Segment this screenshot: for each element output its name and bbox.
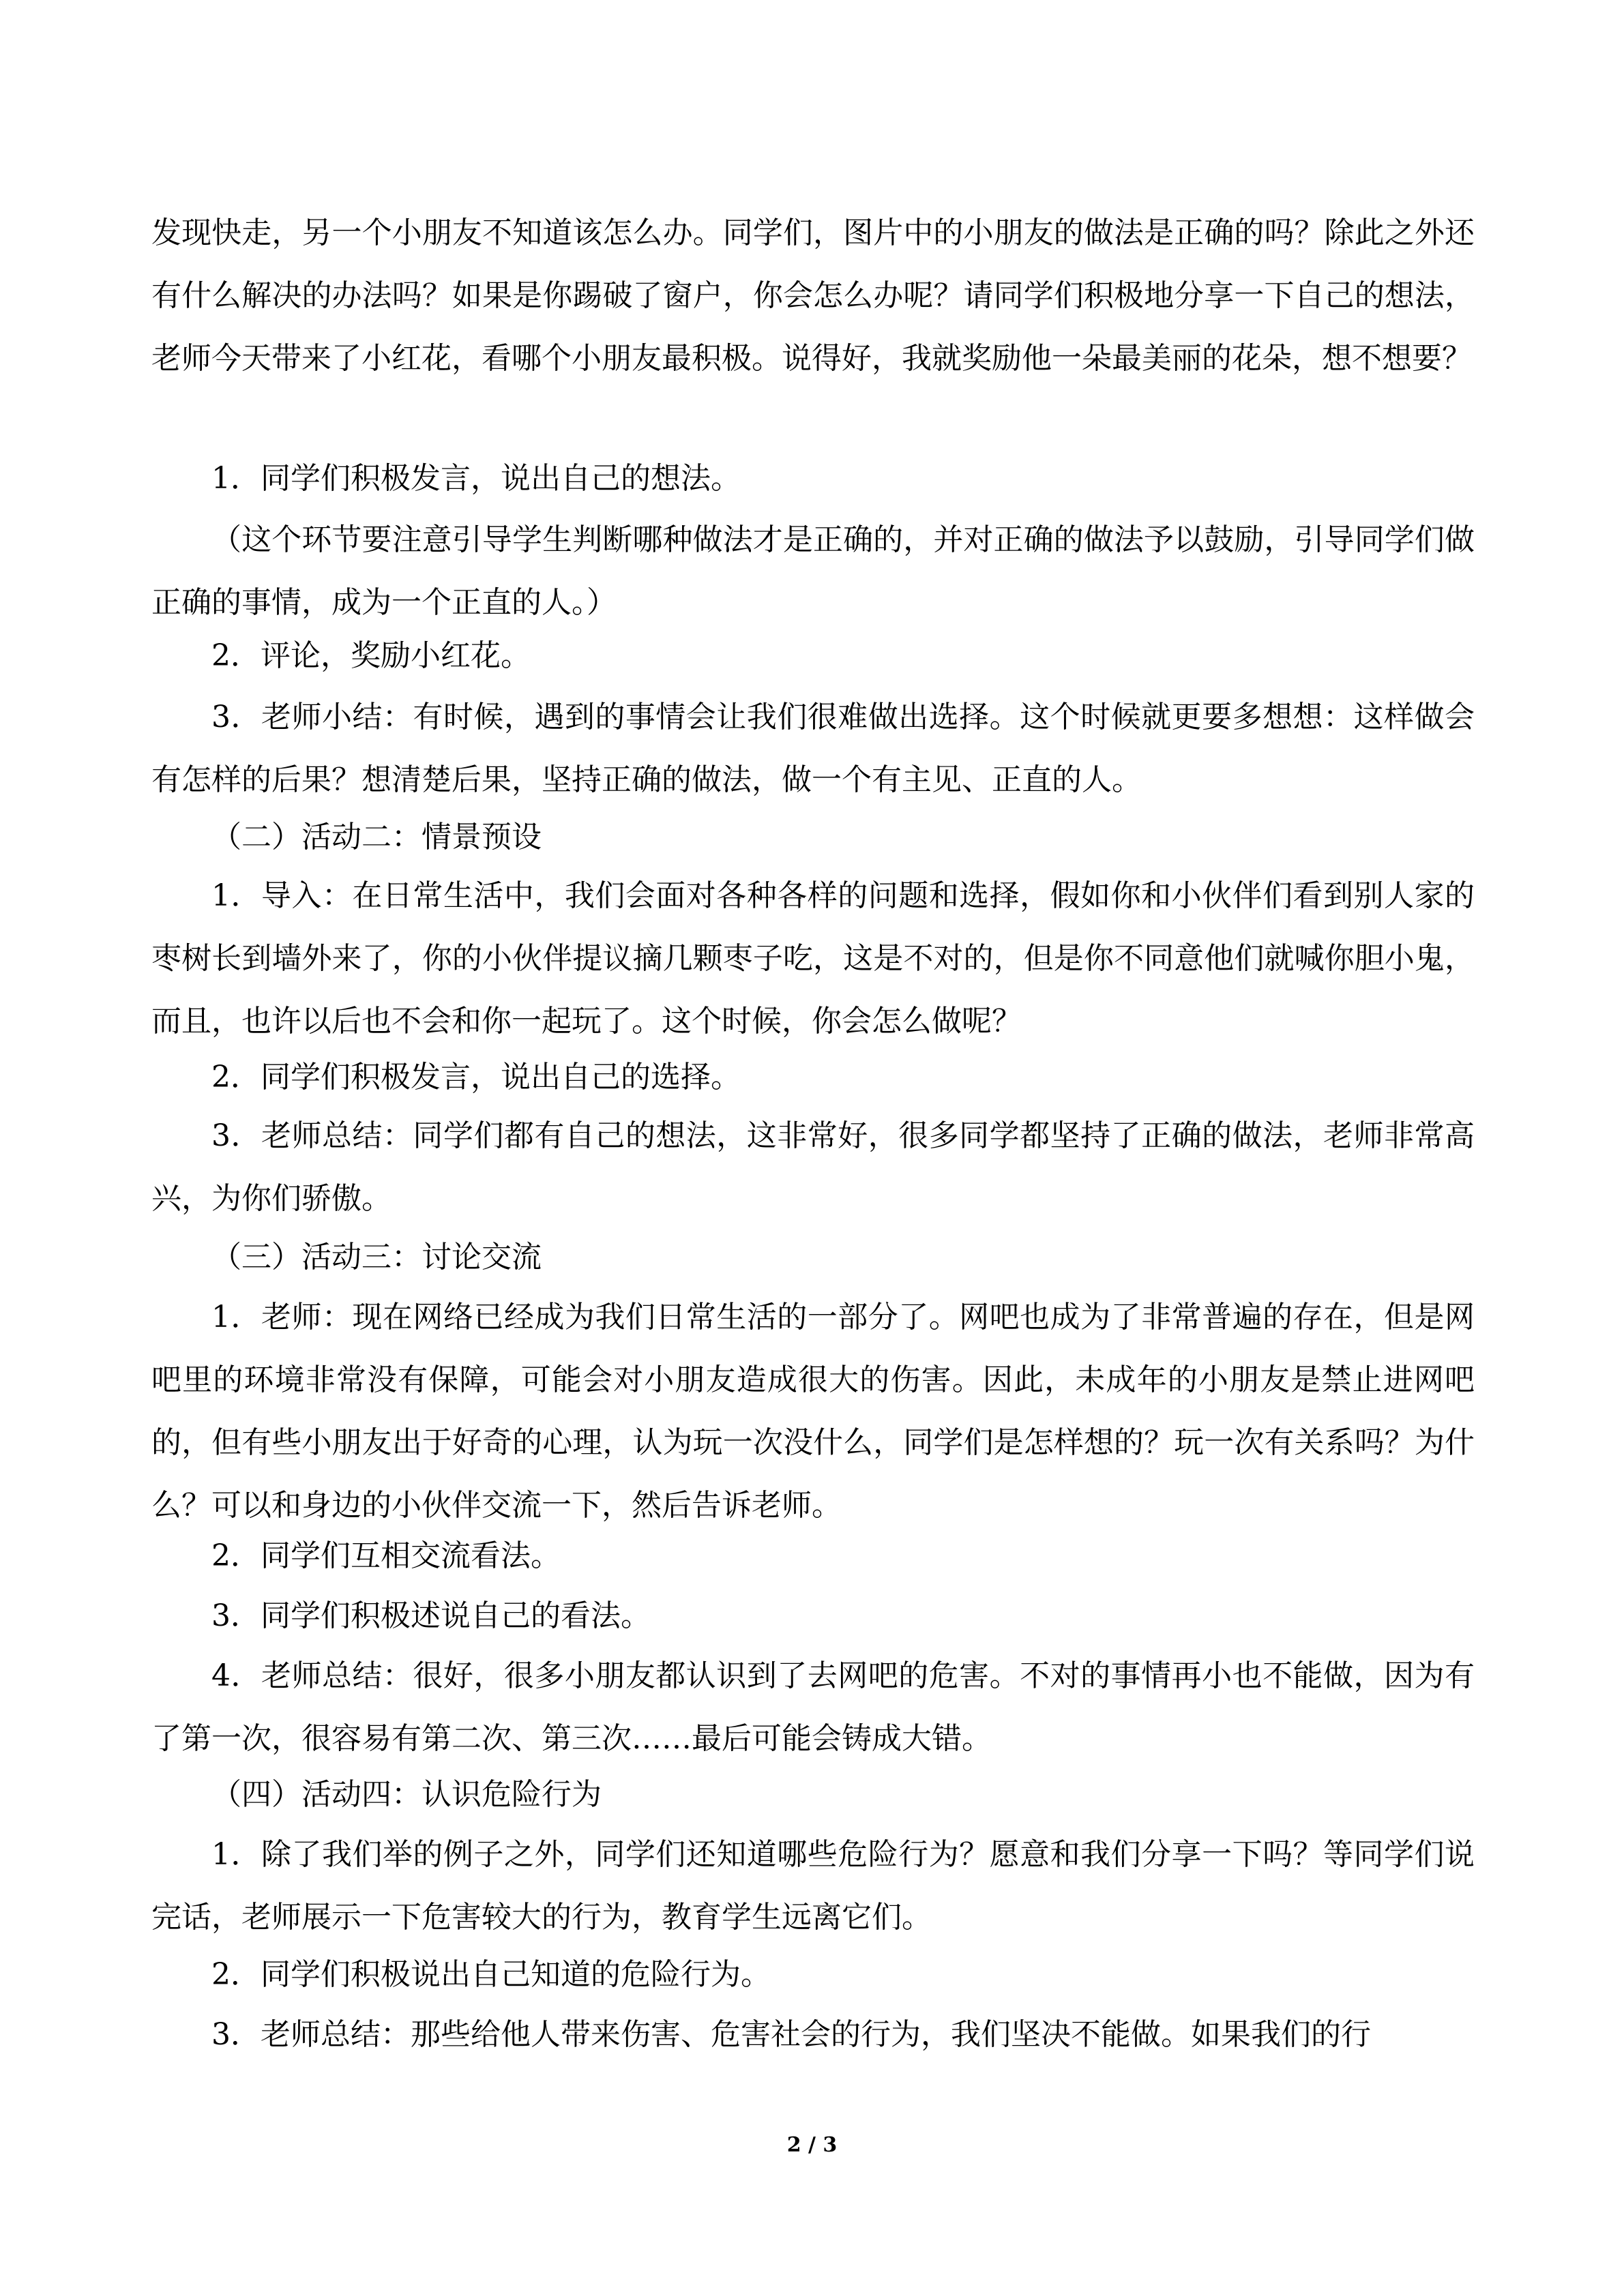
paragraph-item: 3．老师总结：那些给他人带来伤害、危害社会的行为，我们坚决不能做。如果我们的行 [211, 2017, 1371, 2052]
paragraph-item: 2．同学们互相交流看法。 [211, 1538, 561, 1573]
paragraph-item: 4．老师总结：很好，很多小朋友都认识到了去网吧的危害。不对的事情再小也不能做，因为有了第一次，很容易有第二次、第三次……最后可能会铸成大错。 [151, 1658, 1475, 1756]
section-heading: （三）活动三：讨论交流 [211, 1240, 542, 1274]
paragraph-item: 3．老师总结：同学们都有自己的想法，这非常好，很多同学都坚持了正确的做法，老师非常高兴，为你们骄傲。 [151, 1118, 1475, 1216]
section-heading: （四）活动四：认识危险行为 [211, 1777, 602, 1812]
paragraph-item: 1．同学们积极发言，说出自己的想法。 [211, 461, 741, 496]
paragraph-item: 1．老师：现在网络已经成为我们日常生活的一部分了。网吧也成为了非常普遍的存在，但是网吧里的环境非常没有保障，可能会对小朋友造成很大的伤害。因此，未成年的小朋友是禁止进网吧的，但有些小朋友出于好奇的心理，认为玩一次没什么，同学们是怎样想的？玩一次有关系吗？为什么？可以和身边的小伙伴交流一下，然后告诉老师。 [151, 1300, 1475, 1523]
paragraph-item: 2．同学们积极说出自己知道的危险行为。 [211, 1957, 771, 1992]
paragraph-continuation: 发现快走，另一个小朋友不知道该怎么办。同学们，图片中的小朋友的做法是正确的吗？除此之外还有什么解决的办法吗？如果是你踢破了窗户，你会怎么办呢？请同学们积极地分享一下自己的想法，老师今天带来了小红花，看哪个小朋友最积极。说得好，我就奖励他一朵最美丽的花朵，想不想要？ [151, 215, 1475, 376]
paragraph-item: 1．导入：在日常生活中，我们会面对各种各样的问题和选择，假如你和小伙伴们看到别人家的枣树长到墙外来了，你的小伙伴提议摘几颗枣子吃，这是不对的，但是你不同意他们就喊你胆小鬼，而且，也许以后也不会和你一起玩了。这个时候，你会怎么做呢？ [151, 878, 1475, 1039]
paragraph-item: 1．除了我们举的例子之外，同学们还知道哪些危险行为？愿意和我们分享一下吗？等同学们说完话，老师展示一下危害较大的行为，教育学生远离它们。 [151, 1837, 1475, 1935]
paragraph-item: 3．老师小结：有时候，遇到的事情会让我们很难做出选择。这个时候就更要多想想：这样做会有怎样的后果？想清楚后果，坚持正确的做法，做一个有主见、正直的人。 [151, 700, 1475, 797]
page-number: 2 / 3 [786, 2133, 838, 2157]
section-heading: （二）活动二：情景预设 [211, 820, 542, 854]
paragraph-note: （这个环节要注意引导学生判断哪种做法才是正确的，并对正确的做法予以鼓励，引导同学们做正确的事情，成为一个正直的人。） [151, 522, 1475, 620]
paragraph-item: 2．评论，奖励小红花。 [211, 638, 531, 673]
paragraph-item: 3．同学们积极述说自己的看法。 [211, 1598, 651, 1633]
paragraph-item: 2．同学们积极发言，说出自己的选择。 [211, 1060, 741, 1094]
